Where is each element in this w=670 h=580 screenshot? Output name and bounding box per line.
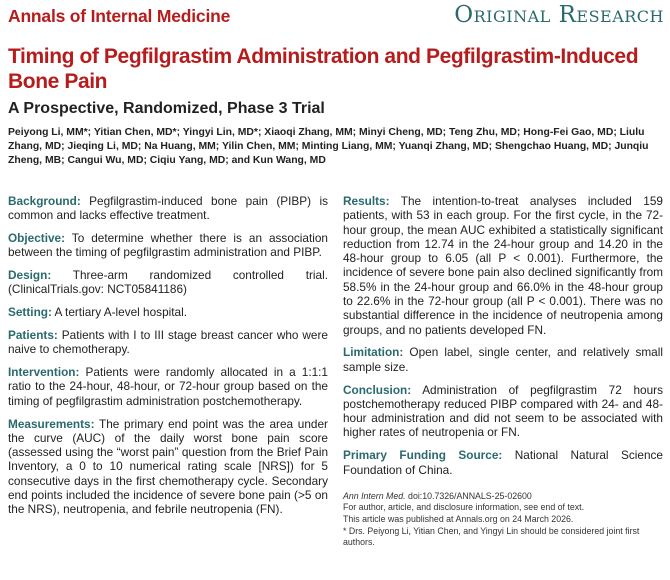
- published-note: This article was published at Annals.org on 24 March 2026.: [343, 514, 574, 525]
- intervention-text: Patients were randomly allocated in a 1:1:1 ratio to the 24-hour, 48-hour, or 72-hour group based on the timing of pegfilgrastim administration postchemotherapy.: [8, 365, 328, 408]
- abstract-measurements: [8, 417, 328, 517]
- author-list: Peiyong Li, MM*; Yitian Chen, MD*; Yingyi Lin, MD*; Xiaoqi Zhang, MM; Minyi Cheng, MD; Teng Zhu, MD; Hong-Fei Gao, MD; Liulu Zhang, MD; Jieqing Li, MD; Na Huang, MM; Yilin Chen, MM; Minting Liang, MM; Yuanqi Zhang, MD; Shengchao Huang, MD; Junqiu Zheng, MB; Cangui Wu, MD; Ciqiu Yang, MD; and Kun Wang, MD: [8, 127, 649, 166]
- design-label: Design:: [8, 268, 52, 283]
- citation-line: [343, 491, 663, 503]
- section-label: Original Research: [454, 2, 664, 28]
- patients-label: Patients:: [8, 328, 58, 343]
- article-meta: [343, 491, 663, 549]
- background-text: Pegfilgrastim-induced bone pain (PIBP) is common and lacks effective treatment.: [8, 194, 328, 223]
- abstract-objective: [8, 231, 328, 260]
- objective-label: Objective:: [8, 231, 66, 246]
- abstract-background: [8, 194, 328, 223]
- citation-journal: Ann Intern Med.: [343, 490, 406, 501]
- abstract-left-column: [8, 194, 328, 525]
- limitation-text: Open label, single center, and relatively small sample size.: [343, 345, 663, 374]
- limitation-label: Limitation:: [343, 345, 404, 360]
- article-subtitle: A Prospective, Randomized, Phase 3 Trial: [8, 100, 325, 117]
- setting-label: Setting:: [8, 305, 52, 320]
- intervention-label: Intervention:: [8, 365, 80, 380]
- measurements-label: Measurements:: [8, 416, 95, 431]
- conclusion-text: Administration of pegfilgrastim 72 hours postchemotherapy reduced PIBP compared with 24- and 48-hour administration and did not seem to be associated with higher rates of neutropenia or FN.: [343, 382, 663, 440]
- funding-text: National Natural Science Foundation of China.: [343, 448, 663, 477]
- design-text: Three-arm randomized controlled trial. (ClinicalTrials.gov: NCT05841186): [8, 268, 328, 297]
- abstract-conclusion: [343, 383, 663, 440]
- abstract-setting: [8, 305, 328, 319]
- author-info-note: For author, article, and disclosure information, see end of text.: [343, 502, 585, 513]
- results-label: Results:: [343, 194, 390, 208]
- abstract-results: [343, 194, 663, 337]
- abstract-right-column: [343, 194, 663, 549]
- abstract-limitation: [343, 345, 663, 374]
- results-text: The intention-to-treat analyses included 159 patients, with 53 in each group. For the first cycle, in the 72-hour group, the mean AUC exhibited a statistically significant reduction from 12.74 in the 24-hour group and 14.20 in the 48-hour group to 6.05 (all P < 0.001). Furthermore, the incidence of severe bone pain also declined significantly from 58.5% in the 24-hour group and 66.0% in the 48-hour group to 22.6% in the 72-hour group (all P < 0.001). There was no substantial difference in the incidence of neutropenia among groups, and no patients developed FN.: [343, 194, 664, 337]
- abstract-intervention: [8, 365, 328, 408]
- funding-label: Primary Funding Source:: [343, 448, 503, 463]
- joint-authors-note: * Drs. Peiyong Li, Yitian Chen, and Yingyi Lin should be considered joint first authors.: [343, 525, 640, 548]
- objective-text: To determine whether there is an association between the timing of pegfilgrastim administration and PIBP.: [8, 231, 328, 260]
- patients-text: Patients with I to III stage breast cancer who were naive to chemotherapy.: [8, 328, 328, 357]
- abstract-design: [8, 268, 328, 297]
- abstract-funding: [343, 448, 663, 477]
- article-title: Timing of Pegfilgrastim Administration and Pegfilgrastim-Induced Bone Pain: [8, 45, 639, 93]
- background-label: Background:: [8, 194, 81, 208]
- conclusion-label: Conclusion:: [343, 382, 412, 397]
- abstract-patients: [8, 328, 328, 357]
- journal-name: Annals of Internal Medicine: [8, 6, 231, 26]
- setting-text: A tertiary A-level hospital.: [54, 305, 187, 320]
- measurements-text: The primary end point was the area under the curve (AUC) of the daily worst bone pain score (assessed using the “worst pain” question from the Brief Pain Inventory, a 0 to 10 numerical rating scale [NRS]) for 5 consecutive days in the first chemotherapy cycle. Secondary end points included the incidence of severe bone pain (>5 on the NRS), neutropenia, and febrile neutropenia (FN).: [8, 416, 328, 517]
- doi-link[interactable]: doi:10.7326/ANNALS-25-02600: [408, 490, 532, 501]
